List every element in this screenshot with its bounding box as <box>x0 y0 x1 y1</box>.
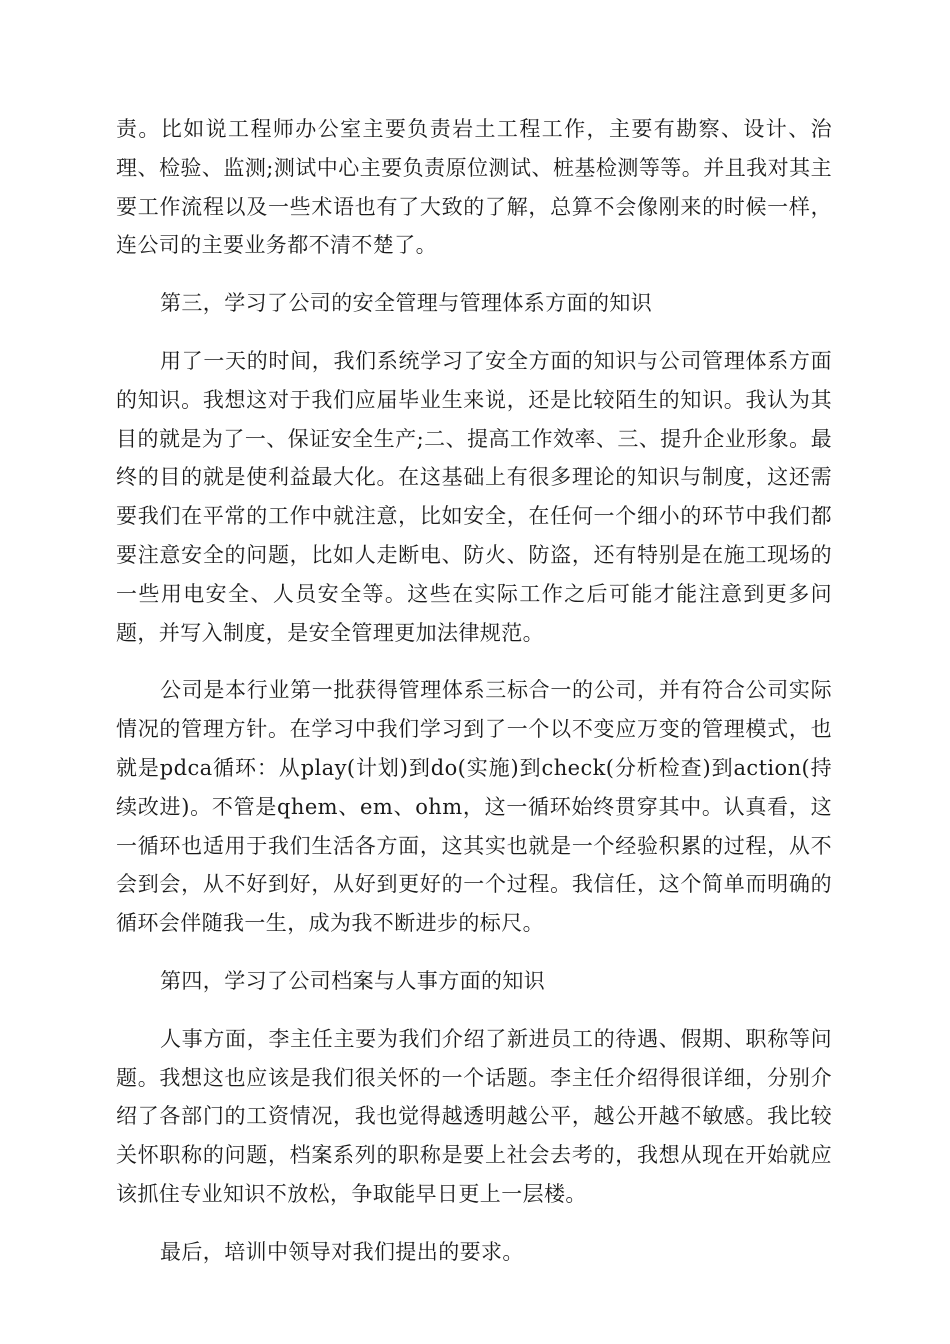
section-heading-four: 第四，学习了公司档案与人事方面的知识 <box>160 968 546 993</box>
paragraph: 人事方面，李主任主要为我们介绍了新进员工的待遇、假期、职称等问题。我想这也应该是我们很关怀的一个话题。李主任介绍得很详细，分别介绍了各部门的工资情况，我也觉得越透明越公平，越公开越不敏感。我比较关怀职称的问题，档案系列的职称是要上社会去考的，我想从现在开始就应该抓住专业知识不放松，争取能早日更上一层楼。 <box>116 1026 832 1206</box>
section-heading-three: 第三，学习了公司的安全管理与管理体系方面的知识 <box>160 291 653 316</box>
paragraph-final: 最后，培训中领导对我们提出的要求。 <box>160 1239 524 1264</box>
paragraph: 公司是本行业第一批获得管理体系三标合一的公司，并有符合公司实际情况的管理方针。在学习中我们学习到了一个以不变应万变的管理模式，也就是pdca循环：从play(计划)到do(实施)到check(分析检查)到action(持续改进)。不管是qhem、em、ohm，这一循环始终贯穿其中。认真看，这一循环也适用于我们生活各方面，这其实也就是一个经验积累的过程，从不会到会，从不好到好，从好到更好的一个过程。我信任，这个简单而明确的循环会伴随我一生，成为我不断进步的标尺。 <box>116 678 832 936</box>
document-body <box>116 110 832 1272</box>
paragraph-continued: 责。比如说工程师办公室主要负责岩土工程工作，主要有勘察、设计、治理、检验、监测;测试中心主要负责原位测试、桩基检测等等。并且我对其主要工作流程以及一些术语也有了大致的了解，总算不会像刚来的时候一样，连公司的主要业务都不清不楚了。 <box>116 117 832 258</box>
paragraph: 用了一天的时间，我们系统学习了安全方面的知识与公司管理体系方面的知识。我想这对于我们应届毕业生来说，还是比较陌生的知识。我认为其目的就是为了一、保证安全生产;二、提高工作效率、三、提升企业形象。最终的目的就是使利益最大化。在这基础上有很多理论的知识与制度，这还需要我们在平常的工作中就注意，比如安全，在任何一个细小的环节中我们都要注意安全的问题，比如人走断电、防火、防盗，还有特别是在施工现场的一些用电安全、人员安全等。这些在实际工作之后可能才能注意到更多问题，并写入制度，是安全管理更加法律规范。 <box>116 348 832 645</box>
